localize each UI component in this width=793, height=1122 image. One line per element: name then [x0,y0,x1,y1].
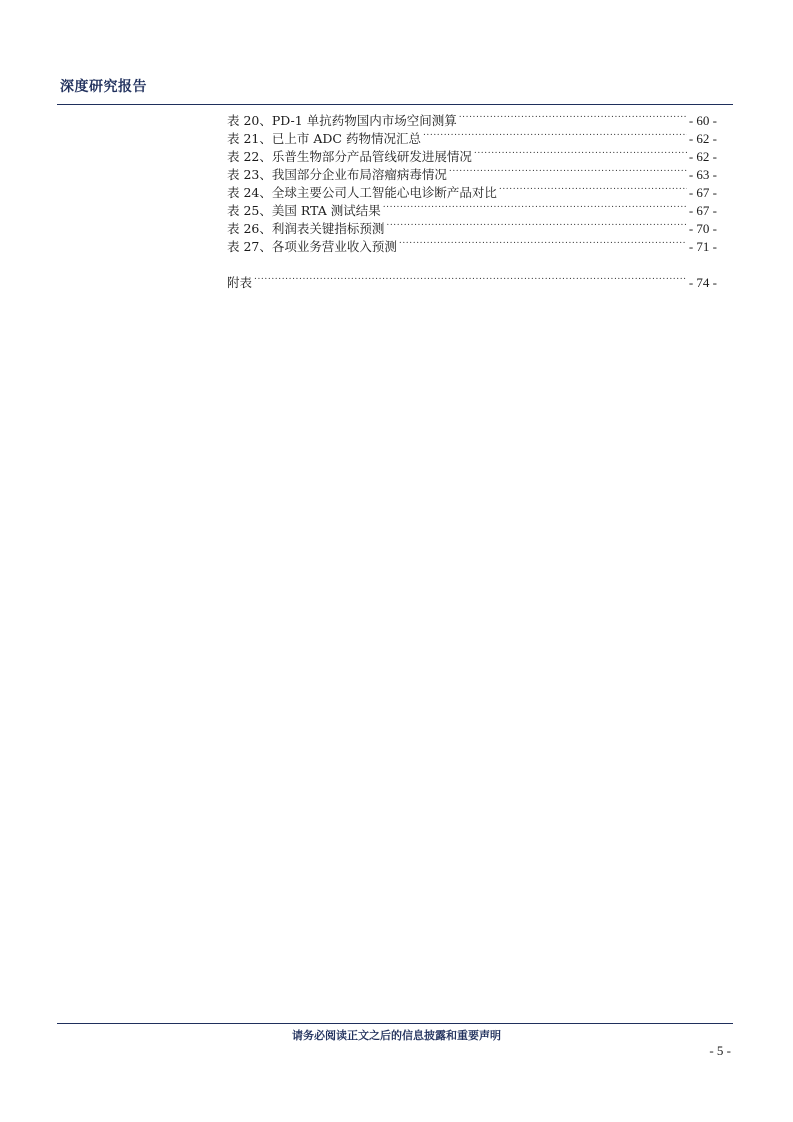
toc-leader-dots [254,269,687,287]
toc-entry-label: 表 25、美国 RTA 测试结果 [227,203,381,218]
toc-appendix-label: 附表 [227,275,253,290]
toc-appendix-page: - 74 - [688,275,717,290]
toc-entry-label: 表 26、利润表关键指标预测 [227,221,385,236]
toc-leader-dots [499,179,687,197]
toc-leader-dots [399,233,687,251]
toc-entry-page: - 67 - [688,185,717,200]
toc-entry[interactable] [227,107,717,128]
toc-leader-dots [474,143,687,161]
toc-entry-page: - 62 - [688,131,717,146]
toc-entry-page: - 71 - [688,239,717,254]
toc-entry-label: 表 20、PD-1 单抗药物国内市场空间测算 [227,113,457,128]
toc-leader-dots [423,125,687,143]
toc-entry-page: - 63 - [688,167,717,182]
toc-leader-dots [383,197,687,215]
footer-divider [57,1023,733,1024]
toc-entry-label: 表 23、我国部分企业布局溶瘤病毒情况 [227,167,447,182]
toc-entry-label: 表 27、各项业务营业收入预测 [227,239,397,254]
toc-appendix-entry[interactable] [227,269,717,290]
toc-leader-dots [449,161,687,179]
toc-entry-label: 表 24、全球主要公司人工智能心电诊断产品对比 [227,185,497,200]
toc-entry-page: - 60 - [688,113,717,128]
disclaimer-note: 请务必阅读正文之后的信息披露和重要声明 [292,1029,501,1042]
toc-entry-label: 表 21、已上市 ADC 药物情况汇总 [227,131,421,146]
header-divider [57,104,733,105]
toc-leader-dots [459,107,687,125]
page-number: - 5 - [709,1043,731,1058]
toc-entry-label: 表 22、乐普生物部分产品管线研发进展情况 [227,149,472,164]
report-type-title: 深度研究报告 [60,79,147,95]
table-of-contents [227,107,717,290]
toc-entry-page: - 67 - [688,203,717,218]
toc-leader-dots [386,215,686,233]
toc-entry-page: - 62 - [688,149,717,164]
toc-entry-page: - 70 - [688,221,717,236]
